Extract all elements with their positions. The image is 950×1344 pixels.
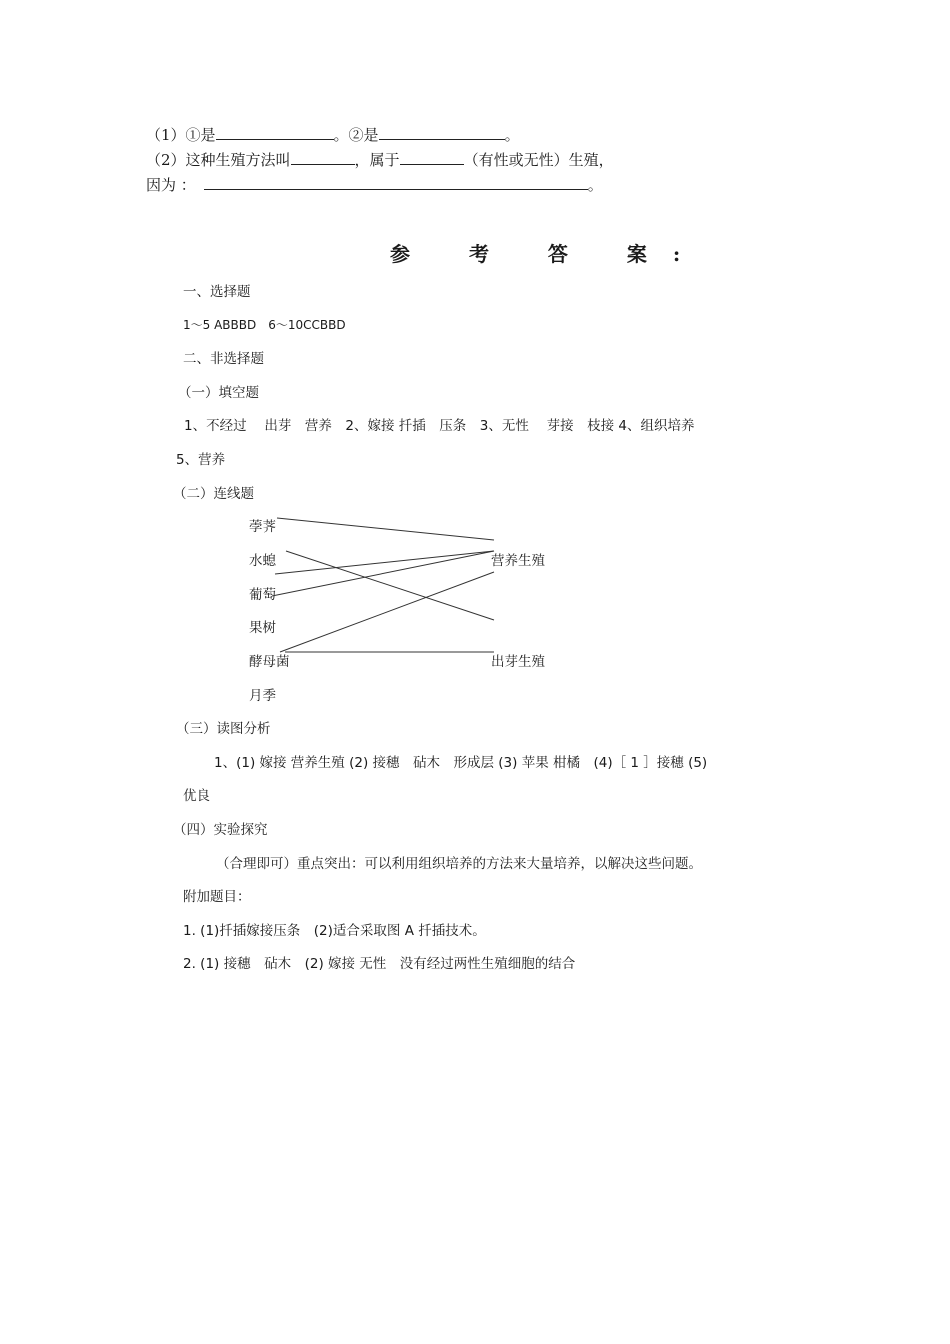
match-line bbox=[275, 551, 494, 574]
extra-heading: 附加题目： bbox=[183, 889, 251, 905]
q2-prefix: （2）这种生殖方法叫 bbox=[146, 151, 291, 169]
experiment-answer: （合理即可）重点突出：可以利用组织培养的方法来大量培养，以解决这些问题。 bbox=[216, 856, 702, 872]
fill-answer-line-1: 1、不经过 出芽 营养 2、嫁接 扦插 压条 3、无性 芽接 枝接 4、组织培养 bbox=[184, 418, 695, 434]
match-line bbox=[277, 518, 494, 540]
match-left-item: 酵母菌 bbox=[249, 654, 290, 670]
section-2-heading: 二、非选择题 bbox=[183, 351, 264, 367]
match-left-item: 葡萄 bbox=[249, 587, 276, 603]
match-left-item: 水螅 bbox=[249, 553, 276, 569]
extra-answer-line-1: 1. (1)扦插嫁接压条 (2)适合采取图 A 扦插技术。 bbox=[183, 923, 486, 939]
read-answer-line-2: 优良 bbox=[183, 788, 210, 804]
q3-prefix: 因为 ： bbox=[146, 176, 196, 194]
match-right-item: 出芽生殖 bbox=[491, 654, 545, 670]
q2-mid: ，属于 bbox=[354, 151, 400, 169]
q1-mid: 。②是 bbox=[333, 126, 379, 144]
section-1-heading: 一、选择题 bbox=[183, 284, 251, 300]
extra-answer-line-2: 2. (1) 接穗 砧木 (2) 嫁接 无性 没有经过两性生殖细胞的结合 bbox=[183, 956, 576, 972]
q3-end: 。 bbox=[587, 176, 603, 194]
match-left-item: 果树 bbox=[249, 620, 276, 636]
match-heading: （二）连线题 bbox=[173, 486, 254, 502]
match-line bbox=[286, 551, 494, 620]
match-left-item: 月季 bbox=[249, 688, 276, 704]
fill-answer-line-2: 5、营养 bbox=[176, 452, 226, 468]
answer-key-title: 参 考 答 案: bbox=[390, 242, 707, 266]
q1-end: 。 bbox=[504, 126, 520, 144]
q1-prefix: （1）①是 bbox=[146, 126, 216, 144]
match-left-item: 荸荠 bbox=[249, 519, 276, 535]
read-answer-line-1: 1、(1) 嫁接 营养生殖 (2) 接穗 砧木 形成层 (3) 苹果 柑橘 (4)［ 1 ］接穗 (5) bbox=[214, 755, 708, 771]
experiment-heading: （四）实验探究 bbox=[173, 822, 268, 838]
match-right-item: 营养生殖 bbox=[491, 553, 545, 569]
q2-end: （有性或无性）生殖， bbox=[463, 151, 614, 169]
fill-heading: （一）填空题 bbox=[178, 385, 259, 401]
section-1-answer: 1～5 ABBBD 6～10CCBBD bbox=[183, 318, 346, 332]
read-heading: （三）读图分析 bbox=[176, 721, 271, 737]
